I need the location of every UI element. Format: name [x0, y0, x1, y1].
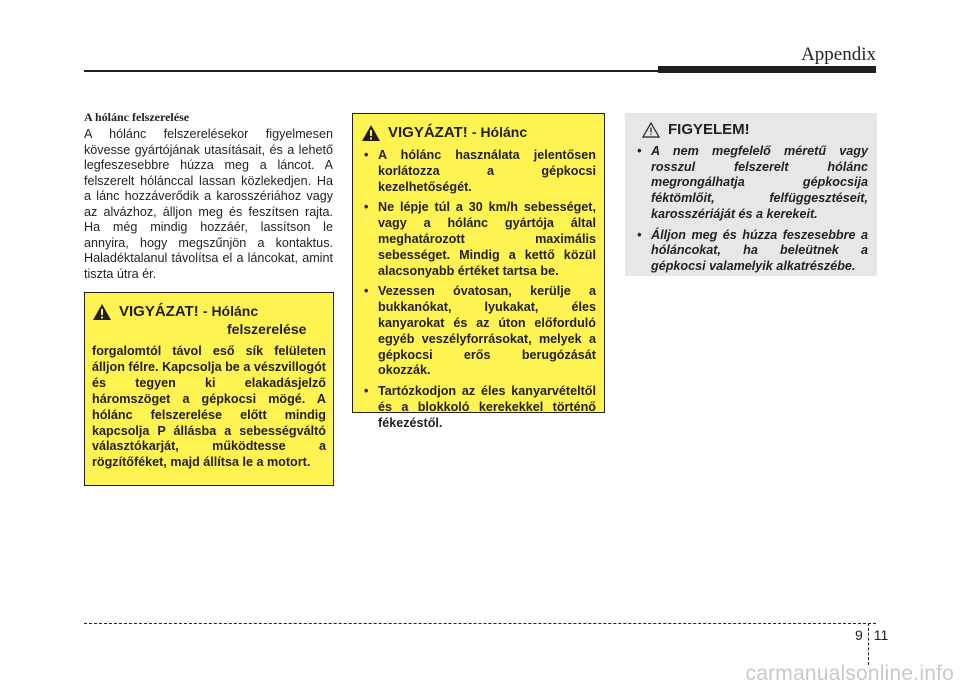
warning-box-snow-chain [352, 113, 605, 430]
list-item [361, 384, 596, 431]
bullet-marker: • [364, 284, 369, 299]
section-body: A hólánc felszerelésekor figyelmesen kövesse gyártójának utasításait, és a lehető legfeszesebbre húzza meg a láncot. A felszerelt hólánccal lassan közlekedjen. Ha a lánc hozzáverődik a karosszériához vagy az alvázhoz, álljon meg és feszítsen rajta. Ha még mindig hozzáér, lassítson le annyira, hogy megszűnjön a kontaktus. Haladéktalanul távolítsa el a láncokat, amint tiszta útra ér. [84, 127, 333, 281]
watermark: carmanualsonline.info [745, 662, 954, 685]
page-header-title: Appendix [801, 44, 876, 65]
bullet-marker: • [364, 384, 369, 399]
list-item [361, 148, 596, 195]
notice-list [634, 144, 868, 275]
section-heading: A hólánc felszerelése [84, 110, 190, 124]
notice-title [642, 121, 868, 138]
notice-title-label: FIGYELEM! [668, 121, 750, 138]
footer-rule [84, 623, 876, 624]
warning-list [361, 148, 596, 432]
list-item-text: Tartózkodjon az éles kanyarvételtől és a blokkoló kerekekkel történő fékezéstől. [378, 384, 596, 430]
list-item [361, 200, 596, 279]
warning-title-subject-line2: felszerelése [227, 321, 307, 337]
list-item-text: A hólánc használata jelentősen korlátozza a gépkocsi kezelhetőségét. [378, 148, 596, 194]
warning-triangle-icon [361, 124, 381, 142]
warning-triangle-icon [92, 303, 112, 321]
bullet-marker: • [364, 148, 369, 162]
warning-box-installation [84, 292, 334, 486]
bullet-marker: • [637, 227, 642, 242]
list-item-text: Ne lépje túl a 30 km/h sebességet, vagy a hólánc gyártója által meghatározott maximális sebességet. Mindig a kettő közül alacsonyabb értéket tartsa be. [378, 200, 596, 278]
bullet-marker: • [364, 200, 369, 215]
header-rule [84, 70, 664, 72]
warning-title-subject: - Hólánc [202, 303, 259, 319]
header-rule-accent [658, 66, 876, 73]
warning-title-subject: - Hólánc [471, 124, 528, 140]
caution-triangle-icon [642, 122, 660, 138]
bullet-marker: • [637, 144, 642, 158]
page-number-value: 11 [873, 627, 889, 643]
warning-title [92, 303, 326, 337]
warning-text: forgalomtól távol eső sík felületen álljon félre. Kapcsolja be a vészvillogót és tegyen ki elakadásjelző háromszöget a gépkocsi mögé. A hólánc felszerelése előtt mindig kapcsolja P állásba a sebességváltó választókarját, működtesse a rögzítőféket, majd állítsa le a motort. [92, 344, 326, 470]
page-number [855, 623, 888, 665]
list-item-text: A nem megfelelő méretű vagy rosszul felszerelt hólánc megrongálhatja gépkocsija féktömlőit, felfüggesztéseit, karosszériáját és a kerekeit. [651, 144, 868, 221]
list-item-text: Álljon meg és húzza feszesebbre a hóláncokat, ha beleütnek a gépkocsi valamelyik alkatrészébe. [651, 227, 868, 273]
warning-title-label: VIGYÁZAT! [388, 124, 468, 141]
list-item [634, 228, 868, 275]
notice-box [625, 113, 877, 276]
list-item [361, 284, 596, 379]
list-item-text: Vezessen óvatosan, kerülje a bukkanókat, lyukakat, éles kanyarokat és az úton előforduló egyéb veszélyforrásokat, melyek a gépkocsi erős berugózását okozzák. [378, 284, 596, 378]
chapter-number: 9 [855, 627, 863, 643]
warning-title-label: VIGYÁZAT! [119, 303, 199, 320]
warning-title [361, 124, 596, 142]
list-item [634, 144, 868, 223]
